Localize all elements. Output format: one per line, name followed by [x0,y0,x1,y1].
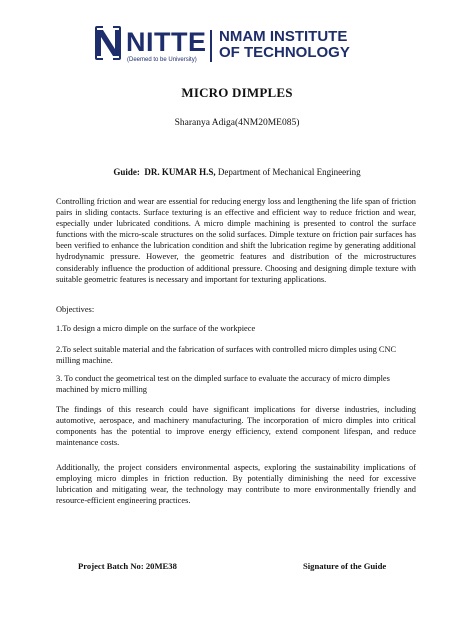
environment-paragraph: Additionally, the project considers environmental aspects, exploring the sustainability implications of employing micro dimples in friction reduction. By potentially diminishing the need for excessive lubrication and mitigating wear, the technology may contribute to more environmentally friendly and resource-efficient engineering practices. [56,463,416,506]
guide-line [0,167,474,177]
objective-item: 2.To select suitable material and the fabrication of surfaces with controlled micro dimples using CNC milling machine. [56,345,397,366]
document-title: MICRO DIMPLES [181,85,293,100]
logo-brand-text: NITTE [126,27,207,57]
guide-department: Department of Mechanical Engineering [215,167,361,177]
objectives-heading: Objectives: [56,305,95,314]
abstract-paragraph: Controlling friction and wear are essential for reducing energy loss and lengthening the life span of friction pairs in sliding contacts. Surface texturing is an effective and efficient way to reduce friction and wear, especially under lubricated conditions. A micro dimple machining is presented to control the surface functions with the micro-scale structures on the solid surfaces. Dimple texture on friction pair surfaces has been verified to enhance the lubrication condition and shift the lubrication regime by generating additional hydrodynamic pressure. However, the geometric features and distribution of the microstructures considerably influence the production of additional pressure. Choosing and designing dimple texture with suitable geometric features is necessary and important for texturing applications. [56,197,416,284]
logo-divider [210,30,212,62]
author-line: Sharanya Adiga(4NM20ME085) [174,118,300,128]
institution-logo [94,26,384,68]
guide-name: DR. KUMAR H.S, [144,167,216,177]
logo-institute-line1: NMAM INSTITUTE [219,28,348,45]
guide-label: Guide: [113,167,140,177]
project-batch-label: Project Batch No: 20ME38 [78,561,177,571]
logo-institute-line2: OF TECHNOLOGY [219,44,350,61]
objective-item: 1.To design a micro dimple on the surface of the workpiece [56,324,256,333]
findings-paragraph: The findings of this research could have significant implications for diverse industries, including automotive, aerospace, and machinery manufacturing. The incorporation of micro dimples into critical components has the potential to improve energy efficiency, extend component lifespan, and reduce maintenance costs. [56,405,416,448]
nitte-emblem-icon [94,26,122,60]
objective-item: 3. To conduct the geometrical test on the dimpled surface to evaluate the accuracy of micro dimples machined by micro milling [56,374,390,395]
guide-signature-label: Signature of the Guide [303,561,387,571]
logo-institute-name [219,29,350,61]
logo-tagline: (Deemed to be University) [127,57,197,63]
